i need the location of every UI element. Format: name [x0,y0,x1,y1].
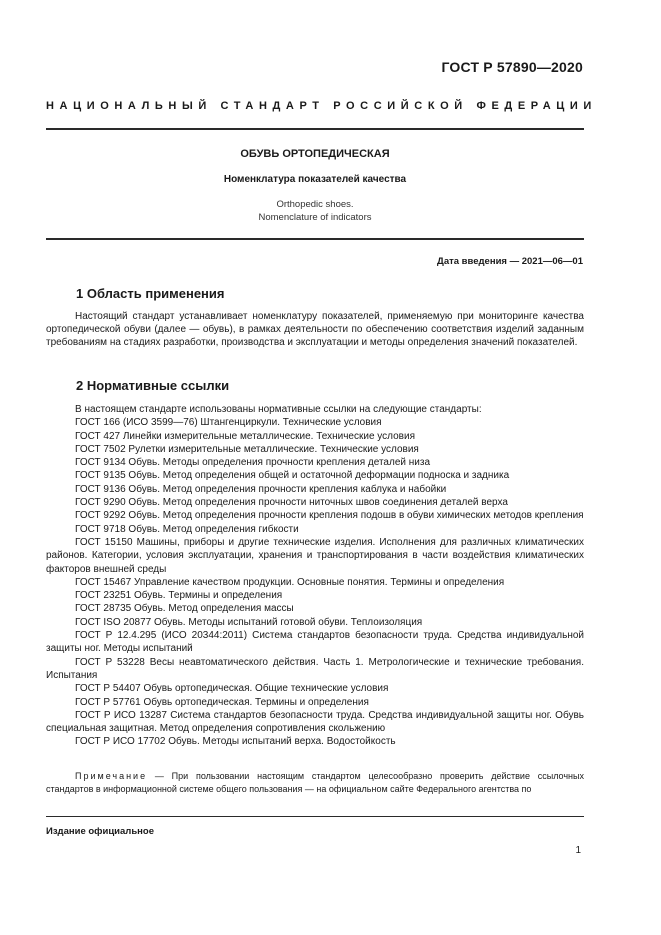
title-divider [46,238,584,240]
reference-item: ГОСТ Р ИСО 17702 Обувь. Методы испытаний верха. Водостойкость [75,736,396,748]
reference-item: ГОСТ Р 54407 Обувь ортопедическая. Общие технические условия [75,683,389,695]
reference-item: ГОСТ Р 57761 Обувь ортопедическая. Термины и определения [75,696,369,708]
standard-number: ГОСТ Р 57890—2020 [441,59,583,75]
reference-item: ГОСТ 9290 Обувь. Метод определения прочности ниточных швов соединения деталей верха [75,497,508,509]
reference-item: ГОСТ 15150 Машины, приборы и другие технические изделия. Исполнения для различных климатических районов. Категории, условия эксплуатации, хранения и транспортирования в части воздействия климатических факторов внешней среды [46,536,584,575]
document-title: ОБУВЬ ОРТОПЕДИЧЕСКАЯ [240,148,390,160]
effective-date: Дата введения — 2021—06—01 [437,256,583,267]
reference-item: ГОСТ Р ИСО 13287 Система стандартов безопасности труда. Средства индивидуальной защиты ног. Обувь специальная защитная. Метод определения сопротивления скольжению [46,709,584,735]
english-subtitle: Nomenclature of indicators [258,212,372,223]
reference-item: ГОСТ 9718 Обувь. Метод определения гибкости [75,523,299,535]
note-text: — При пользовании настоящим стандартом целесообразно проверить действие ссылочных стандартов в информационной системе общего пользования — на официальном сайте Федерального агентства по [46,771,584,794]
reference-item: ГОСТ 28735 Обувь. Метод определения массы [75,603,294,615]
national-standard-header: НАЦИОНАЛЬНЫЙ СТАНДАРТ РОССИЙСКОЙ ФЕДЕРАЦИИ [46,100,597,112]
references-intro: В настоящем стандарте использованы нормативные ссылки на следующие стандарты: [75,404,482,415]
reference-item: ГОСТ 166 (ИСО 3599—76) Штангенциркули. Технические условия [75,417,382,429]
reference-item: ГОСТ Р 12.4.295 (ИСО 20344:2011) Система стандартов безопасности труда. Средства индивидуальной защиты ног. Методы испытаний [46,630,584,655]
reference-item: ГОСТ 7502 Рулетки измерительные металлические. Технические условия [75,443,419,455]
reference-item: ГОСТ 9135 Обувь. Метод определения общей и остаточной деформации подноска и задника [75,470,510,482]
reference-item: ГОСТ 427 Линейки измерительные металлические. Технические условия [75,430,415,442]
reference-item: ГОСТ 23251 Обувь. Термины и определения [75,590,283,602]
footer-divider [46,816,584,817]
official-edition-label: Издание официальное [46,826,154,837]
note-label: Примечание [75,771,148,781]
reference-item: ГОСТ 15467 Управление качеством продукции. Основные понятия. Термины и определения [75,576,505,588]
english-title: Orthopedic shoes. [276,199,354,210]
section-2-heading: 2 Нормативные ссылки [76,378,230,393]
note [46,770,584,796]
document-subtitle: Номенклатура показателей качества [223,174,407,185]
page-number: 1 [575,845,581,856]
reference-item: ГОСТ Р 53228 Весы неавтоматического действия. Часть 1. Метрологические и технические требования. Испытания [46,656,584,681]
section-1-heading: 1 Область применения [76,286,225,301]
reference-item: ГОСТ 9292 Обувь. Метод определения прочности крепления подошв в обуви химических методов крепления [75,510,584,522]
reference-item: ГОСТ 9134 Обувь. Методы определения прочности крепления деталей низа [75,457,430,469]
section-1-body: Настоящий стандарт устанавливает номенклатуру показателей, применяемую при мониторинге качества ортопедической обуви (далее — обувь), в рамках деятельности по обеспечению соответствия изделий заданным требованиям на стадиях разработки, производства и эксплуатации и методы определения значений показателей. [46,311,584,348]
header-divider [46,128,584,130]
reference-item: ГОСТ ISO 20877 Обувь. Методы испытаний готовой обуви. Теплоизоляция [75,616,423,628]
reference-item: ГОСТ 9136 Обувь. Метод определения прочности крепления каблука и набойки [75,483,447,495]
section-1-text [46,310,584,349]
references-list [46,403,584,749]
